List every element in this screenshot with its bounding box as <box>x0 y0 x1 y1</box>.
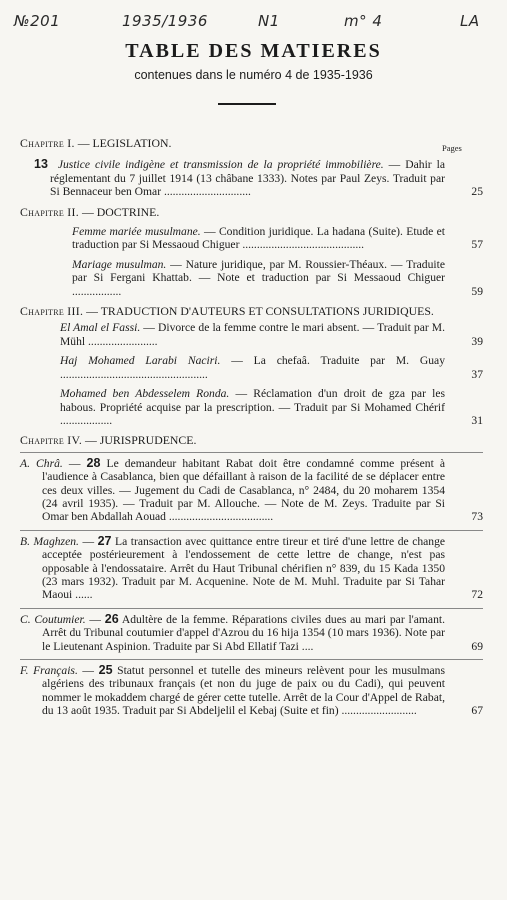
entry-page: 73 <box>471 510 483 524</box>
divider <box>20 659 483 660</box>
handwritten-note-3: N1 <box>258 12 280 30</box>
toc-entry: C. Coutumier. — 26 Adultère de la femme. Réparations civiles dues au mari par l'amant. Arrêt du Tribunal coutumier d'appel d'Azrou du 16 hija 1354 (10 mars 1936). Note par le Lieutenant Aspinion. Traduite par Si Abd Ellatif Tazi .... 69 <box>20 611 483 653</box>
entry-text: Le demandeur habitant Rabat doit être condamné comme présent à l'audience à Casablanca, bien que défaillant à raison de la facilité de se déplacer entre ces deux villes. — Jugement du Cadi de Casablanca, n° 2484, du 20 moharem 1354 (24 avril 1935). — Traduit par M. Allouche. — Note de M. Zeys. Traduite par Si Omar ben Abdallah Aouad .................................... <box>42 456 446 524</box>
toc-entry <box>20 387 483 427</box>
entry-text: — Réclamation d'un droit de gza par les habous. Propriété acquise par la prescription. — Traduit par Si Mohamed Chérif .................. <box>60 387 445 427</box>
pages-column-label: Pages <box>442 143 462 153</box>
toc-entry <box>20 225 483 252</box>
chapter-heading <box>20 137 483 150</box>
entry-page: 59 <box>471 284 483 298</box>
toc-entry <box>20 321 483 348</box>
chapter-heading <box>20 305 483 318</box>
handwritten-note-5: LA <box>460 12 480 30</box>
handwritten-note-2: 1935/1936 <box>122 12 208 30</box>
toc-entry <box>20 158 483 198</box>
toc-entry: B. Maghzen. — 27 La transaction avec quittance entre tireur et tiré d'une lettre de change acceptée postérieurement à l'endossement de cette lettre de change, n'est pas opposable à l'endossataire. Arrêt du Haut Tribunal chérifien n° 839, du 15 Kada 1350 (23 mars 1932). Traduit par M. Acquenine. Note de M. Muhl. Traduite par Si Tahar Maoui ...... 72 <box>20 533 483 602</box>
divider <box>20 530 483 531</box>
entry-text: — La chefaâ. Traduite par M. Guay ................................................... <box>60 354 445 381</box>
handwritten-note-1: №201 <box>14 12 61 30</box>
entry-page: 57 <box>471 238 483 252</box>
entry-text: — Divorce de la femme contre le mari absent. — Traduit par M. Mühl ........................ <box>60 321 445 348</box>
entry-lead: F. Français. <box>20 664 78 677</box>
title-rule <box>218 103 276 105</box>
page-subtitle: contenues dans le numéro 4 de 1935-1936 <box>134 68 373 82</box>
entry-page: 67 <box>471 704 483 718</box>
entry-number: 27 <box>97 533 112 548</box>
entry-heading: Mohamed ben Abdesselem Ronda. <box>60 387 230 401</box>
chapter-title: — JURISPRUDENCE. <box>82 433 197 448</box>
toc-entry: A. Chrâ. — 28 Le demandeur habitant Rabat doit être condamné comme présent à l'audience à Casablanca, bien que défaillant à raison de la facilité de se déplacer entre ces deux villes. — Jugement du Cadi de Casablanca, n° 2484, du 20 moharem 1354 (24 avril 1935). — Traduit par M. Allouche. — Note de M. Zeys. Traduite par Si Omar ben Abdallah Aouad .................................... 73 <box>20 455 483 524</box>
toc-entry <box>20 258 483 298</box>
entry-page: 69 <box>471 639 483 653</box>
entry-number: 26 <box>104 611 119 626</box>
entry-heading: El Amal el Fassi. <box>60 321 141 335</box>
chapter-title: — DOCTRINE. <box>79 204 160 219</box>
entry-heading: Haj Mohamed Larabi Naciri. <box>60 354 221 368</box>
divider <box>20 452 483 453</box>
entry-number: 25 <box>98 663 113 677</box>
entry-page: 72 <box>471 588 483 602</box>
entry-lead: B. Maghzen. <box>20 534 79 548</box>
chapter-title: — LEGISLATION. <box>74 136 172 150</box>
chapter-heading <box>20 206 483 219</box>
entry-text: — Dahir la réglementant du 7 juillet 1914 (13 châbane 1333). Notes par Paul Zeys. Traduit par Si Bennaceur ben Omar .............................. <box>50 158 445 199</box>
chapter-label: Chapitre III. <box>20 304 84 319</box>
entry-number: 13 <box>34 157 48 172</box>
entry-lead: A. Chrâ. <box>20 456 63 470</box>
chapter-heading <box>20 434 483 447</box>
entry-heading: Femme mariée musulmane. <box>72 225 201 239</box>
entry-page: 39 <box>471 334 483 348</box>
entry-text: La transaction avec quittance entre tireur et tiré d'une lettre de change acceptée postérieurement à l'endossement de cette lettre de change, n'est pas opposable à l'endossataire. Arrêt du Haut Tribunal chérifien n° 839, du 15 Kada 1350 (23 mars 1932). Traduit par M. Acquenine. Note de M. Muhl. Traduite par Si Tahar Maoui ...... <box>42 534 446 602</box>
chapter-label: Chapitre I. <box>20 136 75 150</box>
toc-entry: F. Français. — 25 Statut personnel et tutelle des mineurs relèvent pour les musulmans algériens des tribunaux français (et non du juge de paix ou du Cadi), qui peuvent nommer le mokaddem chargé de gérer cette tutelle. Arrêt de la Cour d'Appel de Rabat, du 13 août 1935. Traduit par Si Abdeljelil el Kebaj (Suite et fin) .......................... 67 <box>20 663 483 718</box>
entry-text: Adultère de la femme. Réparations civiles dues au mari par l'amant. Arrêt du Tribunal coutumier d'appel d'Azrou du 16 hija 1354 (10 mars 1936). Note par le Lieutenant Aspinion. Traduite par Si Abd Ellatif Tazi .... <box>42 612 445 653</box>
entry-number: 28 <box>86 455 101 470</box>
entry-text: Statut personnel et tutelle des mineurs relèvent pour les musulmans algériens des tribunaux français (et non du juge de paix ou du Cadi), qui peuvent nommer le mokaddem chargé de gérer cette tutelle. Arrêt de la Cour d'Appel de Rabat, du 13 août 1935. Traduit par Si Abdeljelil el Kebaj (Suite et fin) .......................... <box>42 664 445 718</box>
entry-text: — Nature juridique, par M. Roussier-Théaux. — Traduite par Si Fergani Khattab. — Note et traduction par Si Messaoud Chiguer ................. <box>72 257 445 298</box>
entry-heading: Mariage musulman. <box>72 257 167 271</box>
toc-entries <box>20 130 483 724</box>
chapter-label: Chapitre II. <box>20 204 80 219</box>
handwritten-note-4: m° 4 <box>344 12 383 30</box>
entry-page: 37 <box>471 367 483 381</box>
chapter-label: Chapitre IV. <box>20 433 83 448</box>
entry-text: — Condition juridique. La hadana (Suite). Etude et traduction par Si Messaoud Chiguer .......................................... <box>72 225 445 252</box>
entry-heading: Justice civile indigène et transmission de la propriété immobilière. <box>57 158 384 172</box>
entry-lead: C. Coutumier. <box>20 612 86 626</box>
toc-entry <box>20 354 483 381</box>
entry-page: 25 <box>471 185 483 199</box>
chapter-title: — TRADUCTION D'AUTEURS ET CONSULTATIONS JURIDIQUES. <box>83 304 434 319</box>
page-title: TABLE DES MATIERES <box>125 40 382 62</box>
divider <box>20 608 483 609</box>
entry-page: 31 <box>471 413 483 427</box>
